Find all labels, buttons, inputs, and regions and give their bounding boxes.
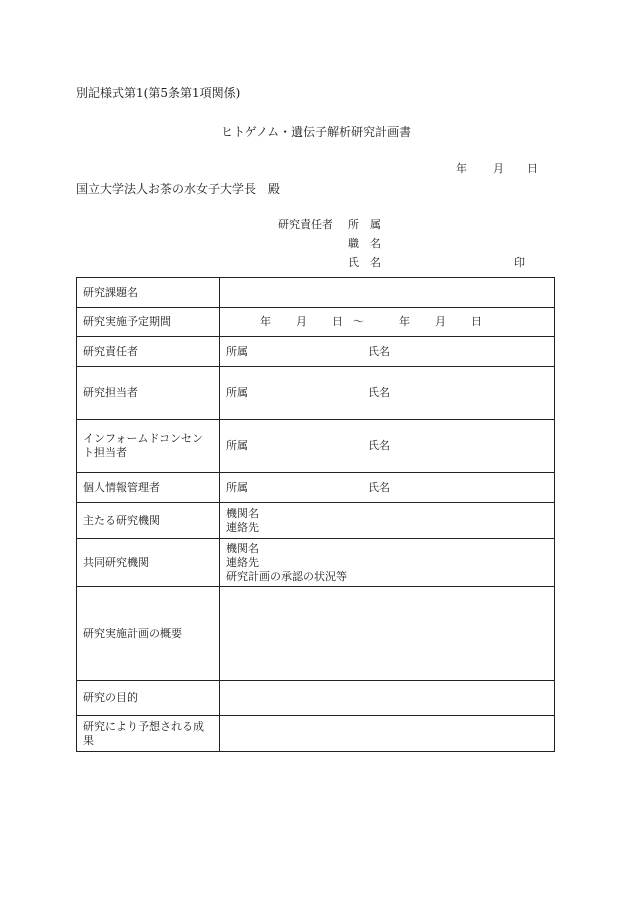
addressee: 国立大学法人お茶の水女子大学長 殿 [76,182,281,196]
period-tilde: 〜 [353,315,364,328]
affiliation-sublabel: 所属 [226,439,248,452]
approval-status-sublabel: 研究計画の承認の状況等 [226,569,347,583]
affiliation-sublabel: 所属 [226,386,248,399]
form-reference: 別記様式第1(第5条第1項関係) [76,86,241,100]
period-start-month: 月 [296,315,307,328]
table-row [77,337,555,367]
table-row [77,681,555,716]
row-label: 研究担当者 [77,367,220,420]
table-row [77,716,555,752]
period-end-month: 月 [435,315,446,328]
date-day-label: 日 [527,162,538,175]
table-row [77,503,555,539]
row-label: 研究責任者 [77,337,220,367]
name-sublabel: 氏名 [368,480,390,494]
row-label: 研究実施予定期間 [77,308,220,337]
position-label: 職 名 [348,237,381,250]
institution-name-sublabel: 機関名 [226,541,259,555]
research-period-field[interactable] [220,308,555,337]
row-label: インフォームドコンセント担当者 [77,420,220,473]
research-title-field[interactable] [220,278,555,308]
table-row [77,587,555,681]
table-row [77,420,555,473]
table-row [77,539,555,587]
name-sublabel: 氏名 [368,386,390,399]
main-institution-field[interactable] [220,503,555,539]
date-year-label: 年 [456,162,467,175]
document-title: ヒトゲノム・遺伝子解析研究計画書 [221,125,412,139]
row-label: 個人情報管理者 [77,473,220,503]
pi-field[interactable] [220,337,555,367]
table-row [77,278,555,308]
contact-sublabel: 連絡先 [226,555,259,569]
row-label: 研究実施計画の概要 [77,587,220,681]
row-label: 研究の目的 [77,681,220,716]
affiliation-sublabel: 所属 [226,480,248,494]
institution-name-sublabel: 機関名 [226,506,259,520]
period-start-year: 年 [260,315,271,328]
period-end-day: 日 [471,315,482,328]
privacy-manager-field[interactable] [220,473,555,503]
applicant-role: 研究責任者 [278,218,333,231]
period-start-day: 日 [332,315,343,328]
joint-institution-field[interactable] [220,539,555,587]
plan-summary-field[interactable] [220,587,555,681]
ic-staff-field[interactable] [220,420,555,473]
affiliation-sublabel: 所属 [226,344,248,358]
contact-sublabel: 連絡先 [226,520,259,534]
table-row [77,308,555,337]
seal-mark: 印 [514,256,525,269]
row-label: 主たる研究機関 [77,503,220,539]
research-purpose-field[interactable] [220,681,555,716]
row-label: 研究課題名 [77,278,220,308]
name-sublabel: 氏名 [368,439,390,452]
plan-form-table [76,277,555,752]
table-row [77,473,555,503]
row-label: 共同研究機関 [77,539,220,587]
row-label: 研究により予想される成果 [77,716,220,752]
affiliation-label: 所 属 [348,218,381,231]
period-end-year: 年 [399,315,410,328]
date-month-label: 月 [493,162,504,175]
name-label: 氏 名 [348,256,381,269]
expected-results-field[interactable] [220,716,555,752]
name-sublabel: 氏名 [368,344,390,358]
staff-field[interactable] [220,367,555,420]
table-row [77,367,555,420]
